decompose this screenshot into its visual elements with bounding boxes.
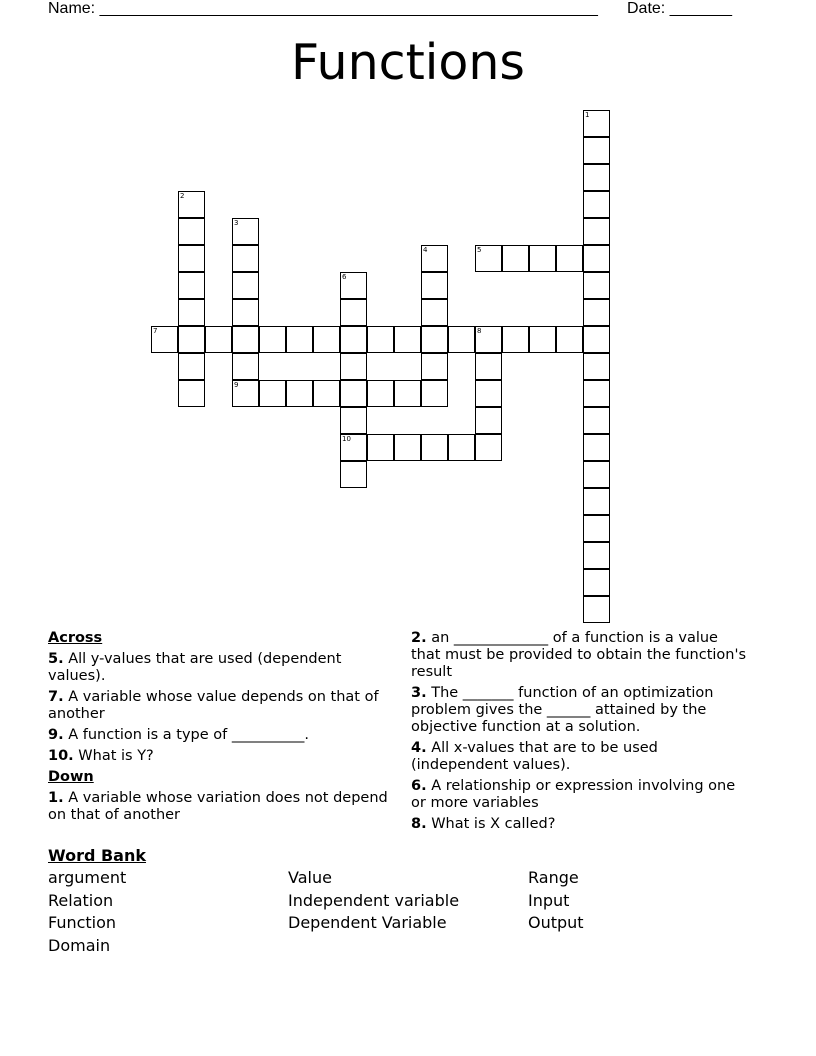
crossword-cell[interactable] bbox=[583, 542, 610, 569]
crossword-cell[interactable] bbox=[475, 380, 502, 407]
crossword-cell[interactable] bbox=[286, 380, 313, 407]
crossword-cell[interactable] bbox=[313, 380, 340, 407]
crossword-cell[interactable] bbox=[394, 380, 421, 407]
crossword-cell[interactable] bbox=[178, 380, 205, 407]
clue-number: 4 bbox=[423, 246, 428, 254]
crossword-cell[interactable] bbox=[340, 407, 367, 434]
clue-number: 6 bbox=[342, 273, 347, 281]
word-bank-col-2 bbox=[288, 867, 459, 935]
crossword-cell[interactable] bbox=[232, 218, 259, 245]
clue-number: 1 bbox=[585, 111, 590, 119]
crossword-cell[interactable] bbox=[178, 326, 205, 353]
crossword-cell[interactable] bbox=[583, 245, 610, 272]
word-bank-heading: Word Bank bbox=[48, 846, 147, 865]
clue-number: 2 bbox=[180, 192, 185, 200]
name-line[interactable]: Name: ________________________________________________________ bbox=[48, 0, 598, 17]
crossword-cell[interactable] bbox=[556, 245, 583, 272]
across-heading: Across bbox=[48, 630, 103, 646]
crossword-cell[interactable] bbox=[475, 326, 502, 353]
clue-down-6: 6. A relationship or expression involving one or more variables bbox=[411, 778, 736, 811]
clue-down-3: 3. The _______ function of an optimization problem gives the ______ attained by the objective function at a solution. bbox=[411, 685, 714, 735]
crossword-cell[interactable] bbox=[475, 407, 502, 434]
clue-number: 5 bbox=[477, 246, 482, 254]
word-bank-item: argument bbox=[48, 868, 127, 887]
crossword-cell[interactable] bbox=[421, 299, 448, 326]
clues-left bbox=[48, 630, 388, 828]
crossword-cell[interactable] bbox=[502, 245, 529, 272]
crossword-cell[interactable] bbox=[583, 515, 610, 542]
word-bank-col-3 bbox=[528, 867, 584, 935]
clue-across-10: 10. What is Y? bbox=[48, 748, 154, 764]
crossword-cell[interactable] bbox=[367, 380, 394, 407]
clue-number: 10 bbox=[342, 435, 351, 443]
crossword-cell[interactable] bbox=[583, 272, 610, 299]
crossword-cell[interactable] bbox=[583, 569, 610, 596]
crossword-cell[interactable] bbox=[259, 380, 286, 407]
crossword-cell[interactable] bbox=[583, 407, 610, 434]
clue-number: 3 bbox=[234, 219, 239, 227]
crossword-cell[interactable] bbox=[232, 272, 259, 299]
clue-number: 9 bbox=[234, 381, 239, 389]
crossword-cell[interactable] bbox=[583, 596, 610, 623]
crossword-cell[interactable] bbox=[475, 245, 502, 272]
crossword-cell[interactable] bbox=[448, 326, 475, 353]
clue-across-7: 7. A variable whose value depends on that of another bbox=[48, 689, 379, 722]
date-line[interactable]: Date: _______ bbox=[627, 0, 732, 17]
crossword-cell[interactable] bbox=[421, 245, 448, 272]
crossword-cell[interactable] bbox=[340, 299, 367, 326]
crossword-cell[interactable] bbox=[583, 326, 610, 353]
clue-down-4: 4. All x-values that are to be used (independent values). bbox=[411, 740, 658, 773]
crossword-cell[interactable] bbox=[232, 326, 259, 353]
crossword-cell[interactable] bbox=[394, 434, 421, 461]
clue-across-9: 9. A function is a type of __________. bbox=[48, 727, 309, 743]
crossword-cell[interactable] bbox=[313, 326, 340, 353]
clue-across-5: 5. All y-values that are used (dependent values). bbox=[48, 651, 342, 684]
crossword-cell[interactable] bbox=[205, 326, 232, 353]
crossword-cell[interactable] bbox=[583, 164, 610, 191]
crossword-cell[interactable] bbox=[178, 218, 205, 245]
crossword-cell[interactable] bbox=[340, 326, 367, 353]
clue-number: 7 bbox=[153, 327, 158, 335]
crossword-cell[interactable] bbox=[583, 137, 610, 164]
crossword-cell[interactable] bbox=[583, 299, 610, 326]
crossword-cell[interactable] bbox=[259, 326, 286, 353]
crossword-cell[interactable] bbox=[367, 434, 394, 461]
crossword-cell[interactable] bbox=[529, 326, 556, 353]
crossword-cell[interactable] bbox=[178, 353, 205, 380]
crossword-cell[interactable] bbox=[529, 245, 556, 272]
crossword-cell[interactable] bbox=[178, 245, 205, 272]
word-bank-item: Input bbox=[528, 890, 570, 910]
crossword-cell[interactable] bbox=[394, 326, 421, 353]
crossword-cell[interactable] bbox=[421, 272, 448, 299]
crossword-cell[interactable] bbox=[421, 326, 448, 353]
word-bank-item: Relation bbox=[48, 890, 114, 910]
crossword-cell[interactable] bbox=[178, 299, 205, 326]
crossword-cell[interactable] bbox=[421, 380, 448, 407]
crossword-cell[interactable] bbox=[178, 272, 205, 299]
crossword-cell[interactable] bbox=[421, 434, 448, 461]
crossword-cell[interactable] bbox=[583, 380, 610, 407]
word-bank-item: Range bbox=[528, 868, 579, 887]
page-title: Functions bbox=[291, 34, 525, 91]
clues-right bbox=[411, 630, 751, 837]
crossword-cell[interactable] bbox=[583, 434, 610, 461]
crossword-cell[interactable] bbox=[151, 326, 178, 353]
crossword-cell[interactable] bbox=[232, 380, 259, 407]
crossword-cell[interactable] bbox=[340, 272, 367, 299]
crossword-cell[interactable] bbox=[340, 434, 367, 461]
crossword-cell[interactable] bbox=[556, 326, 583, 353]
clue-down-8: 8. What is X called? bbox=[411, 816, 556, 832]
clue-down-1: 1. A variable whose variation does not depend on that of another bbox=[48, 790, 388, 823]
crossword-cell[interactable] bbox=[583, 191, 610, 218]
crossword-cell[interactable] bbox=[340, 461, 367, 488]
crossword-cell[interactable] bbox=[475, 434, 502, 461]
down-heading: Down bbox=[48, 769, 94, 785]
crossword-cell[interactable] bbox=[367, 326, 394, 353]
crossword-cell[interactable] bbox=[583, 353, 610, 380]
crossword-cell[interactable] bbox=[232, 299, 259, 326]
crossword-cell[interactable] bbox=[448, 434, 475, 461]
crossword-cell[interactable] bbox=[232, 353, 259, 380]
word-bank-item: Output bbox=[528, 913, 584, 933]
crossword-cell[interactable] bbox=[421, 353, 448, 380]
crossword-cell[interactable] bbox=[232, 245, 259, 272]
crossword-cell[interactable] bbox=[178, 191, 205, 218]
word-bank-item: Function bbox=[48, 913, 117, 933]
crossword-cell[interactable] bbox=[583, 461, 610, 488]
word-bank-item: Value bbox=[288, 868, 332, 887]
crossword-cell[interactable] bbox=[583, 110, 610, 137]
word-bank-item: Independent variable bbox=[288, 890, 460, 910]
crossword-cell[interactable] bbox=[340, 353, 367, 380]
crossword-cell[interactable] bbox=[583, 218, 610, 245]
crossword-cell[interactable] bbox=[340, 380, 367, 407]
crossword-cell[interactable] bbox=[475, 353, 502, 380]
word-bank-item: Domain bbox=[48, 935, 111, 955]
crossword-cell[interactable] bbox=[583, 488, 610, 515]
word-bank-col-1 bbox=[48, 867, 126, 957]
word-bank-item: Dependent Variable bbox=[288, 913, 447, 933]
crossword-cell[interactable] bbox=[286, 326, 313, 353]
clue-down-2: 2. an _____________ of a function is a value that must be provided to obtain the function's result bbox=[411, 630, 747, 680]
crossword-cell[interactable] bbox=[502, 326, 529, 353]
clue-number: 8 bbox=[477, 327, 482, 335]
